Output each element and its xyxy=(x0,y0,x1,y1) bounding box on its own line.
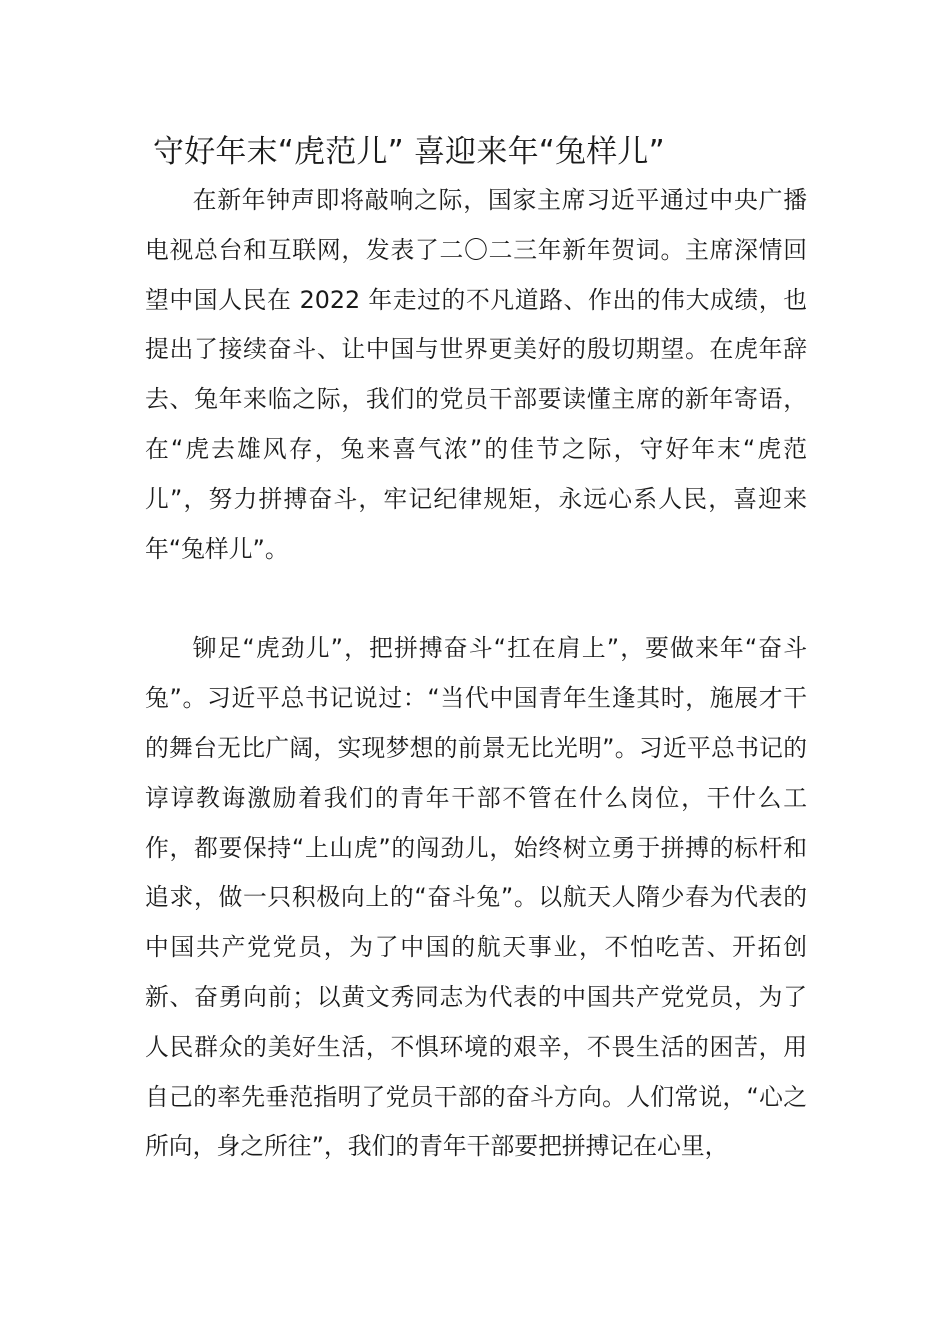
document-page xyxy=(145,128,807,1172)
paragraph-intro: 在新年钟声即将敲响之际，国家主席习近平通过中央广播电视总台和互联网，发表了二〇二三年新年贺词。主席深情回望中国人民在 2022 年走过的不凡道路、作出的伟大成绩，也提出了接续奋斗、让中国与世界更美好的殷切期望。在虎年辞去、兔年来临之际，我们的党员干部要读懂主席的新年寄语，在“虎去雄风存，兔来喜气浓”的佳节之际，守好年末“虎范儿”，努力拼搏奋斗，牢记纪律规矩，永远心系人民，喜迎来年“兔样儿”。 xyxy=(145,186,807,563)
document-title: 守好年末“虎范儿” 喜迎来年“兔样儿” xyxy=(153,134,665,170)
paragraph-struggle: 铆足“虎劲儿”，把拼搏奋斗“扛在肩上”，要做来年“奋斗兔”。习近平总书记说过：“当代中国青年生逢其时，施展才干的舞台无比广阔，实现梦想的前景无比光明”。习近平总书记的谆谆教诲激励着我们的青年干部不管在什么岗位，干什么工作，都要保持“上山虎”的闯劲儿，始终树立勇于拼搏的标杆和追求，做一只积极向上的“奋斗兔”。以航天人隋少春为代表的中国共产党党员，为了中国的航天事业，不怕吃苦、开拓创新、奋勇向前；以黄文秀同志为代表的中国共产党党员，为了人民群众的美好生活，不惧环境的艰辛，不畏生活的困苦，用自己的率先垂范指明了党员干部的奋斗方向。人们常说，“心之所向，身之所往”，我们的青年干部要把拼搏记在心里， xyxy=(145,634,807,1161)
paragraph-spacer xyxy=(145,574,807,624)
